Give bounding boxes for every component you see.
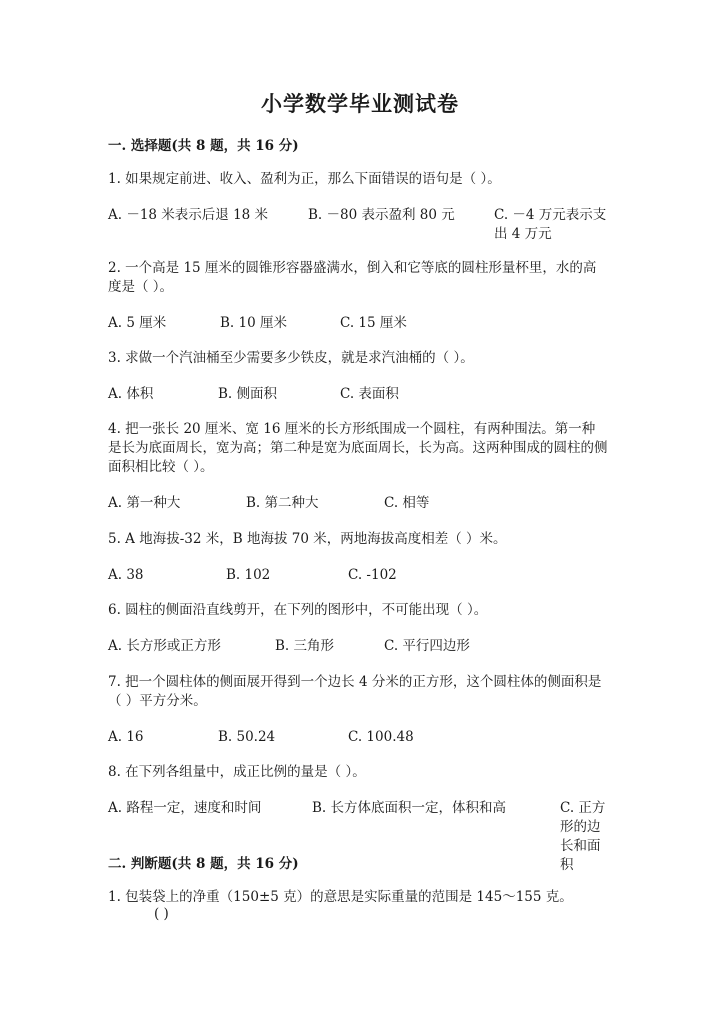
option-c: C. 正方形的边长和面积 bbox=[560, 800, 606, 873]
option-c: C. 表面积 bbox=[340, 386, 399, 402]
question-5: 5. A 地海拔-32 米，B 地海拔 70 米，两地海拔高度相差（ ）米。 bbox=[108, 531, 507, 547]
section-heading-judge: 二. 判断题(共 8 题，共 16 分) bbox=[108, 856, 299, 872]
option-b: B. 三角形 bbox=[275, 638, 335, 654]
question-7: 7. 把一个圆柱体的侧面展开得到一个边长 4 分米的正方形，这个圆柱体的侧面积是（ ）平方分米。 bbox=[108, 674, 602, 709]
option-c: C. 100.48 bbox=[348, 729, 414, 745]
answer-paren: ( ) bbox=[154, 906, 169, 922]
question-3: 3. 求做一个汽油桶至少需要多少铁皮，就是求汽油桶的（ ）。 bbox=[108, 350, 474, 366]
option-a: A. 38 bbox=[108, 567, 144, 583]
option-a: A. 5 厘米 bbox=[108, 315, 167, 331]
option-b: B. 第二种大 bbox=[246, 495, 319, 511]
question-1: 1. 如果规定前进、收入、盈利为正，那么下面错误的语句是（ ）。 bbox=[108, 171, 501, 187]
options-1 bbox=[108, 206, 608, 246]
judge-question-1: 1. 包装袋上的净重（150±5 克）的意思是实际重量的范围是 145～155 克。 bbox=[108, 889, 573, 905]
option-b: B. 10 厘米 bbox=[220, 315, 287, 331]
option-c: C. 相等 bbox=[384, 495, 430, 511]
option-a: A. －18 米表示后退 18 米 bbox=[108, 207, 269, 223]
question-2: 2. 一个高是 15 厘米的圆锥形容器盛满水，倒入和它等底的圆柱形量杯里，水的高度是（ ）。 bbox=[108, 260, 597, 295]
option-a: A. 长方形或正方形 bbox=[108, 638, 221, 654]
option-b: B. 102 bbox=[226, 567, 271, 583]
option-b: B. －80 表示盈利 80 元 bbox=[308, 207, 455, 223]
section-heading-choice: 一. 选择题(共 8 题，共 16 分) bbox=[108, 138, 299, 154]
question-4: 4. 把一张长 20 厘米、宽 16 厘米的长方形纸围成一个圆柱，有两种围法。第一种是长为底面周长，宽为高；第二种是宽为底面周长，长为高。这两种围成的圆柱的侧面积相比较（ ）。 bbox=[108, 421, 608, 475]
page-title: 小学数学毕业测试卷 bbox=[261, 91, 459, 116]
option-a: A. 路程一定，速度和时间 bbox=[108, 800, 262, 816]
question-6: 6. 圆柱的侧面沿直线剪开，在下列的图形中，不可能出现（ ）。 bbox=[108, 602, 488, 618]
option-b: B. 侧面积 bbox=[218, 386, 278, 402]
option-a: A. 16 bbox=[108, 729, 144, 745]
option-c: C. -102 bbox=[348, 567, 397, 583]
option-b: B. 长方体底面积一定，体积和高 bbox=[312, 800, 507, 816]
option-a: A. 体积 bbox=[108, 386, 154, 402]
option-a: A. 第一种大 bbox=[108, 495, 181, 511]
question-8: 8. 在下列各组量中，成正比例的量是（ ）。 bbox=[108, 764, 366, 780]
option-c: C. 15 厘米 bbox=[340, 315, 407, 331]
option-c: C. 平行四边形 bbox=[384, 638, 470, 654]
option-c: C. －4 万元表示支出 4 万元 bbox=[494, 207, 607, 242]
option-b: B. 50.24 bbox=[218, 729, 276, 745]
